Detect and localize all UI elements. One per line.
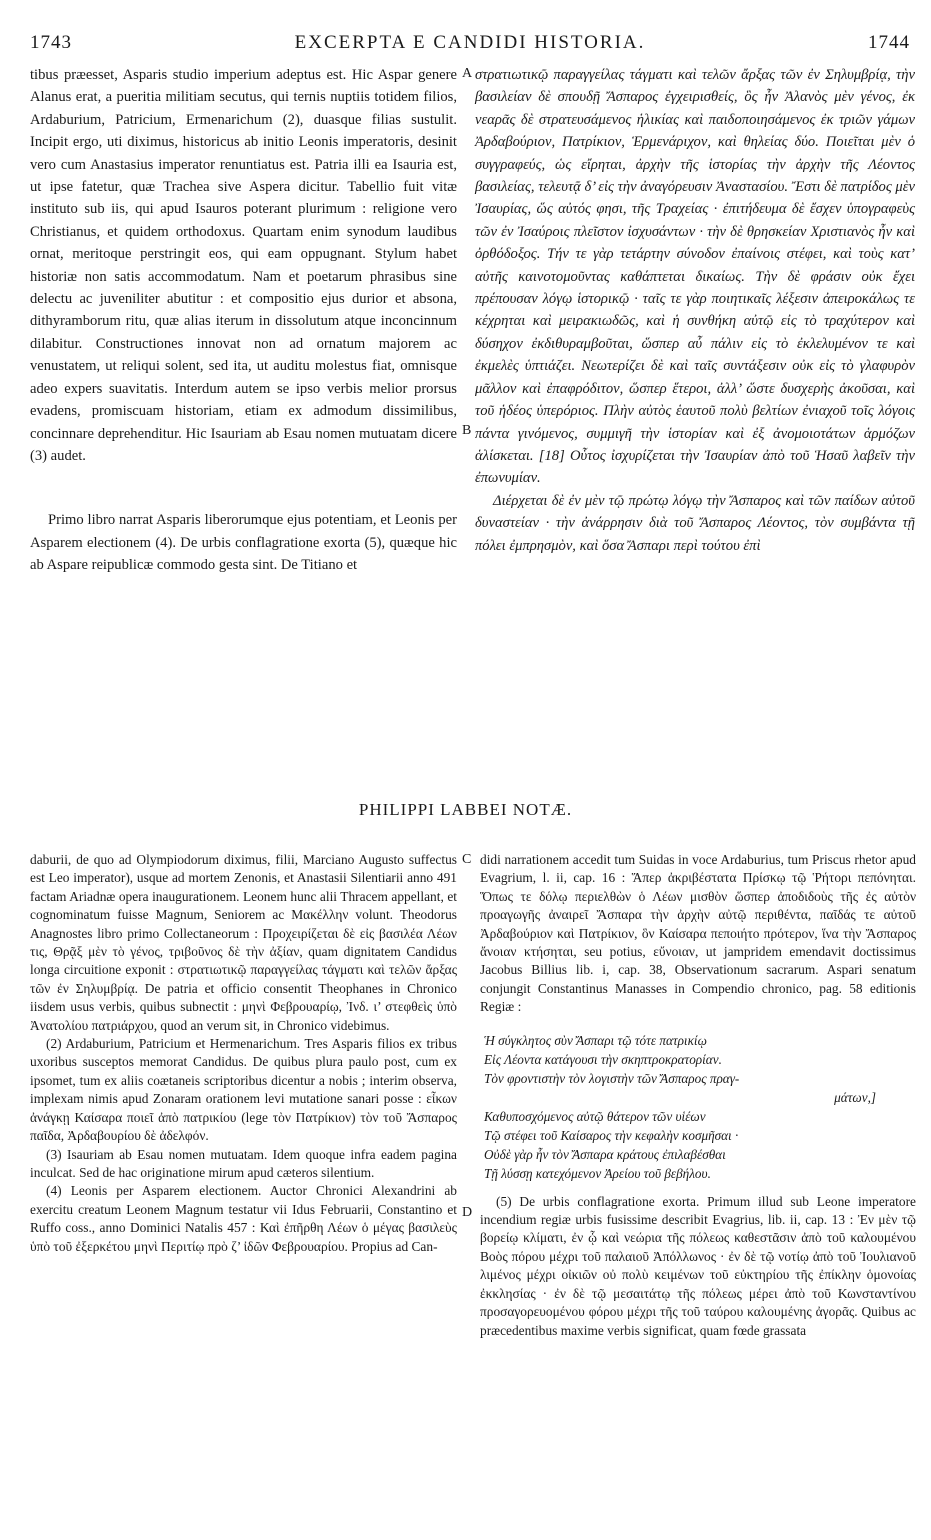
verse-line: Εἰς Λέοντα κατάγουσι τὴν σκηπτροκρατορίαν. [484, 1051, 722, 1067]
verse-quotation [484, 1031, 916, 1183]
margin-letter-c: C [462, 852, 472, 867]
verse-line: Τὸν φροντιστὴν τὸν λογιστὴν τῶν Ἄσπαρος πραγ- [484, 1070, 740, 1086]
note-paragraph: (5) De urbis conflagratione exorta. Primum illud sub Leone imperatore incendium regiæ urbis fusissime describit Evagrius, lib. ii, cap. 13 : Ἐν μὲν τῷ βορείῳ κλίματι, ἐν ᾧ καὶ νεώρια τῆς πόλεως καθεστᾶσιν ἀπὸ τοῦ καλουμένου Βοὸς πόρου μέχρι τοῦ παλαιοῦ Ἀπόλλωνος · ἐν δὲ τῷ νοτίῳ ἀπὸ τοῦ Ἰουλιανοῦ λιμένος μέχρι οἰκιῶν οὐ πολὺ κειμένων τοῦ εὐκτηρίου τῆς ἐπίκλην ὁμονοίας ἐκκλησίας · ἐν δὲ τῷ μεσαιτάτῳ τῆς πόλεως μέρει ἀπὸ τοῦ Κωνσταντίνου προσαγορευομένου φόρου μέχρι τῆς τοῦ ταύρου καλουμένης ἀγορᾶς. Quibus ac præcedentibus maxime verbis significat, quam fœde grassata [480, 1193, 916, 1338]
notes-right-column [480, 851, 916, 1340]
greek-paragraph: στρατιωτικῷ παραγγείλας τάγματι καὶ τελῶν ἄρξας τῶν ἐν Σηλυμβρίᾳ, τὴν βασιλείαν δὲ σπουδῇ Ἄσπαρος ἐγχειρισθείς, ὃς ἦν Ἀλανὸς μὲν γένος, ἐκ νεαρᾶς δὲ στρατευσάμενος ἡλικίας καὶ παιδοποιησάμενος ἐκ τριῶν γάμων Ἀρδαβούριον, Πατρίκιον, Ἑρμενάριχον, καὶ θηλείας δύο. Ποιεῖται μὲν ὁ συγγραφεύς, ὡς εἴρηται, ἀρχὴν τῆς ἱστορίας τὴν ἀρχὴν τῆς Λέοντος βασιλείας, τελευτᾷ δ’ εἰς τὴν ἀναγόρευσιν Ἀναστασίου. Ἔστι δὲ πατρίδος μὲν Ἰσαυρίας, ὥς αὐτός φησι, τῆς Τραχείας · ἐπιτήδευμα δὲ ἔσχεν ὑπογραφεὺς τῶν ἐν Ἰσαύροις πλεῖστον ἰσχυσάντων · τὴν δὲ θρησκείαν Χριστιανὸς ἦν καὶ ὀρθόδοξος. Τήν τε γὰρ τετάρτην σύνοδον ἐπαίνοις στέφει, καὶ τοὺς κατ’ αὐτῆς καινοτομοῦντας καθάπτεται δικαίως. Τὴν δὲ φράσιν οὐκ ἔχει πρέπουσαν λόγῳ ἱστορικῷ · ταῖς τε γὰρ ποιητικαῖς λέξεσιν ἀπειροκάλως τε κέχρηται καὶ μειρακιωδῶς, καὶ ἡ συνθήκη αὐτῷ εἰς τὸ τραχύτερον καὶ δύσηχον ἐκδιθυραμβοῦται, ὥσπερ αὖ πάλιν εἰς τὸ ἐκλελυμένον τε καὶ ἐκμελὲς ὑπτιάζει. Νεωτερίζει δὲ καὶ ταῖς συντάξεσιν οὐκ εἰς τὸ γλαφυρὸν μᾶλλον καὶ ἐπαφρόδιτον, ὥσπερ ἕτεροι, ἀλλ’ ὥστε δυσχερὴς ἀκοῦσαι, καὶ τοῦ ἡδέος ὑπερόριος. Πλὴν αὐτὸς ἑαυτοῦ πολὺ βελτίων ἐνιαχοῦ τοῖς λόγοις πάντα γινόμενος, συμμιγῆ τὴν ἱστορίαν καὶ ἐξ ἀνομοιοτάτων ἁρμόζων ἁλίσκεται. [18] Οὗτος ἰσχυρίζεται τὴν Ἰσαυρίαν ἀπὸ τοῦ Ἡσαῦ λαβεῖν τὴν ἐπωνυμίαν. [475, 67, 915, 487]
margin-letter-a: A [462, 66, 473, 81]
verse-line: Καθυποσχόμενος αὐτῷ θάτερον τῶν υἱέων [484, 1108, 706, 1124]
note-paragraph: didi narrationem accedit tum Suidas in voce Ardaburius, tum Priscus rhetor apud Evagrium, l. ii, cap. 16 : Ἅπερ ἀκριβέστατα Πρίσκῳ τῷ Ῥήτορι πεπόνηται. Ὅπως τε δόλῳ περιελθὼν ὁ Λέων μισθὸν ὥσπερ ἀποδιδοὺς τῆς ἐς αὐτὸν προαγωγῆς ἀναιρεῖ Ἄσπαρα τὴν ἀρχὴν αὐτῷ περιθέντα, παῖδάς τε αὐτοῦ Ἀρδαβούριον καὶ Πατρίκιον, ὃν Καίσαρα πεποιήτο πρότερον, ἵνα τὴν Ἄσπαρος ἄνοιαν κτήσηται, seu potius, εὔνοιαν, ut jampridem emendavit doctissimus Jacobus Billius lib. i, cap. 38, Observationum sacrarum. Aspari senatum conjungit Constantinus Manasses in Compendio chronico, pag. 58 editionis Regiæ : [480, 852, 916, 1015]
page-number-right: 1744 [868, 32, 910, 53]
verse-line: Οὐδὲ γὰρ ἦν τὸν Ἄσπαρα κράτους ἐπιλαβέσθαι [484, 1146, 726, 1162]
note-paragraph: (4) Leonis per Asparem electionem. Auctor Chronici Alexandrini ab exercitu creatum Leonem Magnum testatur vii Idus Februarii, Constantino et Ruffo coss., anno Dominici Natalis 457 : Καὶ ἐπῆρθη Λέων ὁ μέγας βασιλεὺς ὑπὸ τοῦ ἐξερκέτου μηνὶ Περιτίῳ πρὸ ζ’ ἰδῶν Φεβρουαρίου. Propius ad Can- [30, 1183, 457, 1254]
margin-letter-d: D [462, 1205, 473, 1220]
note-paragraph: (3) Isauriam ab Esau nomen mutuatam. Idem quoque infra eadem pagina inculcat. Sed de hac originatione mirum apud cæteros silentium. [30, 1146, 457, 1180]
latin-column [30, 64, 457, 577]
page-number-left: 1743 [30, 32, 72, 53]
greek-paragraph: Διέρχεται δὲ ἐν μὲν τῷ πρώτῳ λόγῳ τὴν Ἄσπαρος καὶ τῶν παίδων αὐτοῦ δυναστείαν · τὴν ἀνάρρησιν διὰ τοῦ Ἄσπαρος Λέοντος, τὸν συμβάντα τῇ πόλει ἐμπρησμὸν, καὶ ὅσα Ἄσπαρι περὶ τούτου ἐπὶ [475, 492, 915, 554]
notes-left-column [30, 851, 457, 1256]
margin-letter-b: B [462, 423, 472, 438]
note-paragraph: daburii, de quo ad Olympiodorum diximus, filii, Marciano Augusto suffectus est Leo imperator), usque ad mortem Zenonis, et Anastasii Silentiarii anno 491 factam Ariadnæ opera inaugurationem. Leonem hunc alii Thracem appellant, et cognominatum fuisse Magnum, Seniorem ac Μακέλλην volunt. Theodorus Anagnostes libro primo Collectaneorum : Προχειρίζεται δὲ εἰς βασιλέα Λέων τις, Θρᾷξ μὲν τὸ γένος, τριβοῦνος δὲ τὴν ἀξίαν, quam dignitatem Candidus longa circuitione exponit : στρατιωτικῷ παραγγείλας τάγματι καὶ τελῶν ἄρξας τῶν ἐν Σηλυμβρίᾳ. De patria et officio consentit Theophanes in Chronico iisdem usus verbis, quibus subnectit : μηνὶ Φεβρουαρίῳ, Ἰνδ. ι’ στεφθεὶς ὑπὸ Ἀνατολίου πατριάρχου, quod an verum sit, in Chronico videbimus. [30, 852, 457, 1033]
verse-line: μάτων,] [834, 1089, 876, 1105]
verse-line: Ἡ σύγκλητος σὺν Ἄσπαρι τῷ τότε πατρικίῳ [484, 1032, 707, 1048]
note-paragraph: (2) Ardaburium, Patricium et Hermenarichum. Tres Asparis filios ex tribus uxoribus susceptos memorat Candidus. De quibus plura paulo post, cum ex ipsomet, tum ex aliis coætaneis scriptoribus dicentur a nobis ; interim observa, implexam nimis apud Zonaram orationem levi mutatione sanari posse : εἶκων ἀνάγκῃ Καίσαρα ποιεῖ ἀπὸ πατρικίου (lege τὸν Πατρίκιον) τὸν τοῦ Ἄσπαρος παῖδα, Ἀρδαβουρίου δὲ ἀδελφόν. [30, 1036, 457, 1144]
latin-paragraph: Primo libro narrat Asparis liberorumque ejus potentiam, et Leonis per Asparem electionem (4). De urbis conflagratione exorta (5), quæque hic ab Aspare reipublicæ commodo gesta sint. De Titiano et [30, 512, 457, 574]
latin-paragraph: tibus præesset, Asparis studio imperium adeptus est. Hic Aspar genere Alanus erat, a pueritia militiam secutus, qui ternis nuptiis totidem filios, Ardaburium, Patricium, Ermenarichum (2), duasque filias sustulit. Incipit ergo, uti diximus, historicus ab initio Leonis imperatoris, desinit vero cum Anastasius imperator renuntiatus est. Patria illi ea Isauria est, ut ipse fatetur, quæ Trachea sive Aspera dicitur. Tabellio fuit vitæ instituto sub iis, qui apud Isauros poterant plurimum : religione vero Christianus, et quidem orthodoxus. Quartam enim synodum laudibus ornat, meritoque perstringit eos, qui eam oppugnant. Stylum habet historiæ non satis accommodatum. Nam et poetarum phrasibus sine delectu ac juveniliter abutitur : et compositio ejus durior et absona, dithyramborum ritu, quæ alias iterum in dissolutum atque inconcinnum dilabitur. Constructiones innovat non ad ornatum majorem ac venustatem, ut reliqui solent, sed ita, ut auditu molestus fiat, omnisque adeo expers suavitatis. Interdum autem se ipso verbis melior prorsus evadens, promiscuam historiam, etiam ex admodum dissimilibus, concinnare deprehenditur. Hic Isauriam ab Esau nomen mutuatam dicere (3) audet. [30, 67, 457, 464]
verse-line: Τῷ στέφει τοῦ Καίσαρος τὴν κεφαλὴν κοσμῆσαι · [484, 1127, 739, 1143]
running-title: EXCERPTA E CANDIDI HISTORIA. [294, 32, 646, 53]
running-header [30, 32, 910, 58]
verse-line: Τῇ λύσσῃ κατεχόμενον Ἀρείου τοῦ βεβήλου. [484, 1165, 711, 1181]
greek-column [475, 64, 915, 557]
notes-heading: PHILIPPI LABBEI NOTÆ. [358, 800, 573, 819]
